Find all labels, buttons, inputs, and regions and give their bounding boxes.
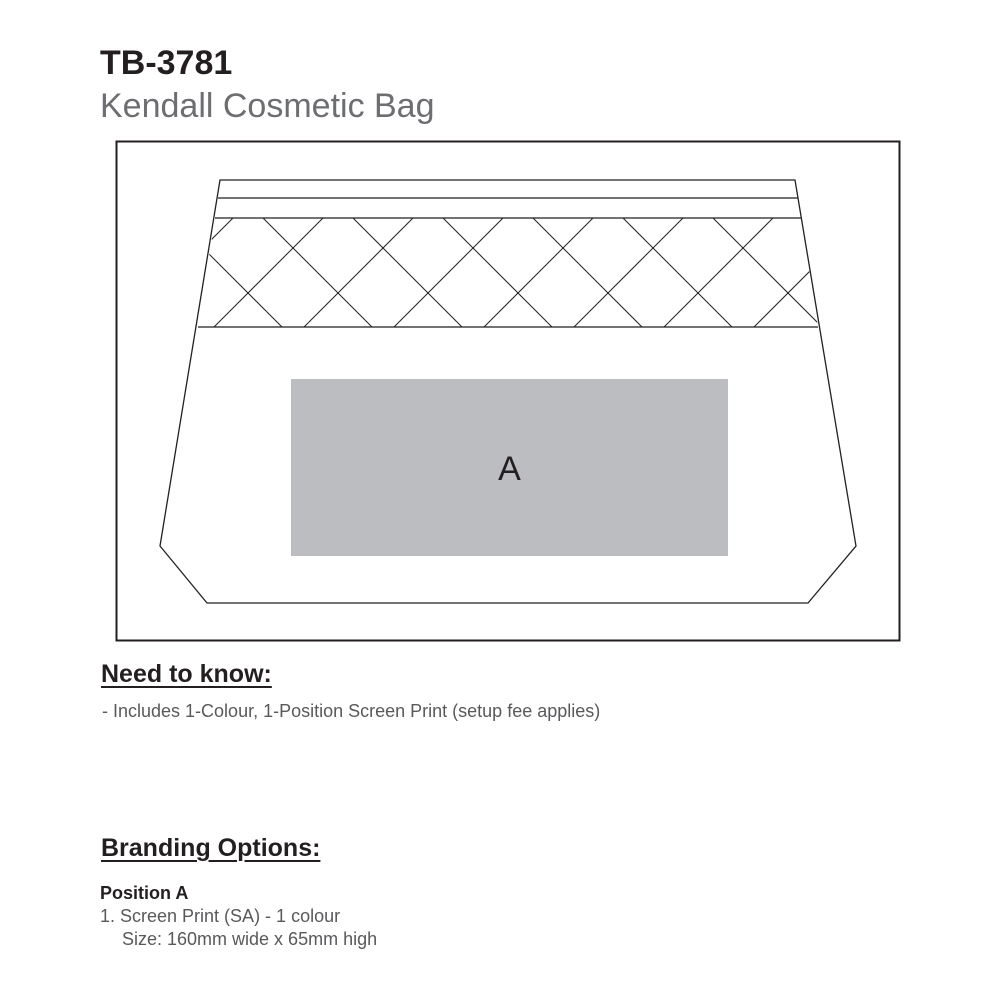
- branding-options-heading: Branding Options:: [101, 834, 321, 862]
- need-to-know-item: - Includes 1-Colour, 1-Position Screen Print (setup fee applies): [102, 701, 601, 721]
- position-a-method: 1. Screen Print (SA) - 1 colour: [100, 906, 341, 926]
- product-name: Kendall Cosmetic Bag: [100, 87, 435, 125]
- position-a-size: Size: 160mm wide x 65mm high: [122, 929, 378, 949]
- need-to-know-heading: Need to know:: [101, 660, 272, 688]
- product-code: TB-3781: [100, 44, 233, 82]
- print-area-label: A: [498, 450, 521, 488]
- position-a-title: Position A: [100, 883, 189, 903]
